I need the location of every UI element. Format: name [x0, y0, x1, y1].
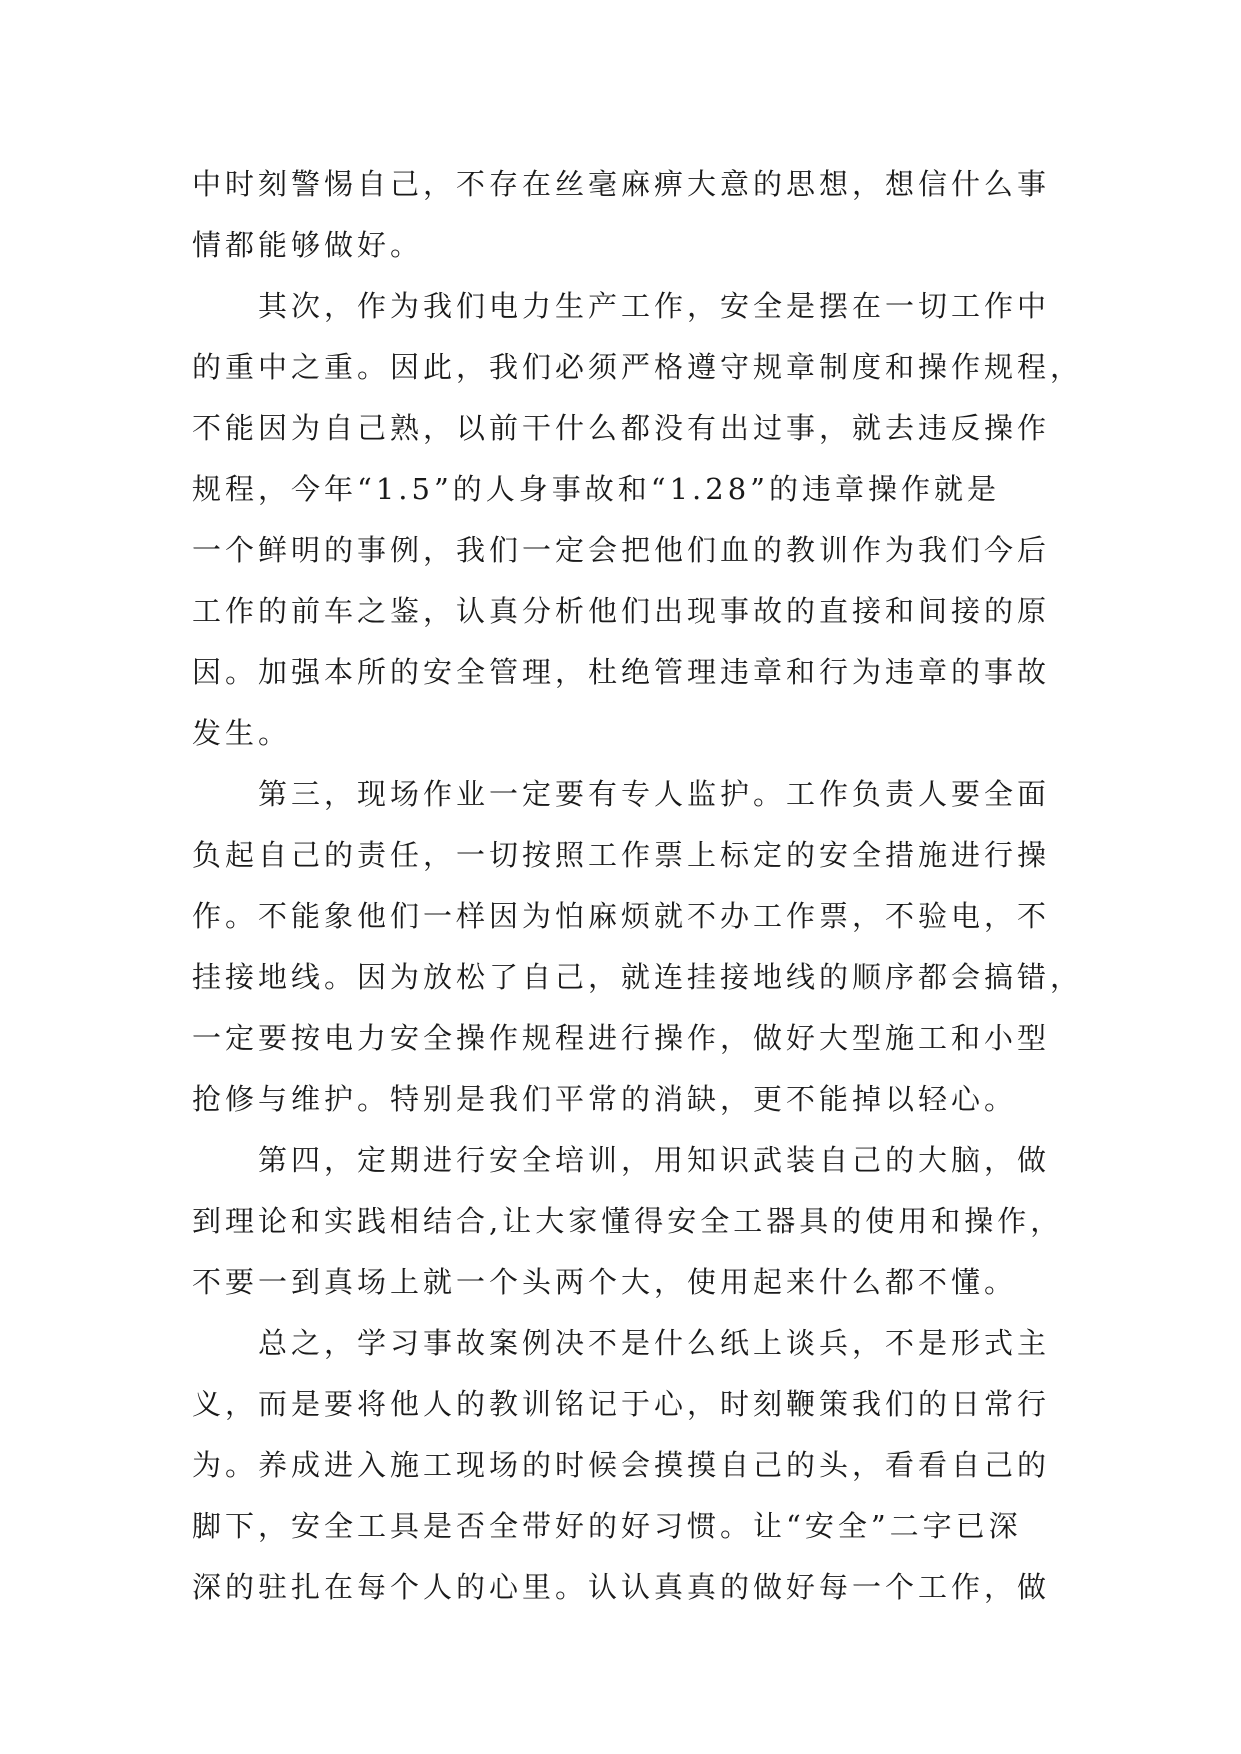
text-line: 发生。: [192, 716, 292, 750]
text-line: 到理论和实践相结合,让大家懂得安全工器具的使用和操作，: [192, 1204, 1064, 1238]
text-line: 一定要按电力安全操作规程进行操作，做好大型施工和小型: [192, 1021, 1051, 1055]
text-line: 中时刻警惕自己，不存在丝毫麻痹大意的思想，想信什么事: [192, 167, 1051, 201]
text-line: 挂接地线。因为放松了自己，就连挂接地线的顺序都会搞错，: [192, 960, 1084, 994]
text-line: 为。养成进入施工现场的时候会摸摸自己的头，看看自己的: [192, 1448, 1051, 1482]
text-line: 负起自己的责任，一切按照工作票上标定的安全措施进行操: [192, 838, 1051, 872]
text-line: 深的驻扎在每个人的心里。认认真真的做好每一个工作，做: [192, 1570, 1051, 1604]
text-line: 规程，今年“1.5”的人身事故和“1.28”的违章操作就是: [192, 472, 1000, 506]
text-line: 因。加强本所的安全管理，杜绝管理违章和行为违章的事故: [192, 655, 1051, 689]
text-line: 一个鲜明的事例，我们一定会把他们血的教训作为我们今后: [192, 533, 1051, 567]
text-line: 的重中之重。因此，我们必须严格遵守规章制度和操作规程，: [192, 350, 1084, 384]
text-line: 抢修与维护。特别是我们平常的消缺，更不能掉以轻心。: [192, 1082, 1018, 1116]
text-line: 不能因为自己熟，以前干什么都没有出过事，就去违反操作: [192, 411, 1051, 445]
text-line: 情都能够做好。: [192, 228, 424, 262]
text-line: 第三，现场作业一定要有专人监护。工作负责人要全面: [258, 777, 1051, 811]
text-line: 其次，作为我们电力生产工作，安全是摆在一切工作中: [258, 289, 1051, 323]
text-line: 工作的前车之鉴，认真分析他们出现事故的直接和间接的原: [192, 594, 1051, 628]
text-line: 第四，定期进行安全培训，用知识武装自己的大脑，做: [258, 1143, 1051, 1177]
document-body: [192, 154, 1084, 1618]
text-line: 不要一到真场上就一个头两个大，使用起来什么都不懂。: [192, 1265, 1018, 1299]
text-line: 脚下，安全工具是否全带好的好习惯。让“安全”二字已深: [192, 1509, 1022, 1543]
text-line: 总之，学习事故案例决不是什么纸上谈兵，不是形式主: [258, 1326, 1051, 1360]
text-line: 作。不能象他们一样因为怕麻烦就不办工作票，不验电，不: [192, 899, 1051, 933]
text-line: 义，而是要将他人的教训铭记于心，时刻鞭策我们的日常行: [192, 1387, 1051, 1421]
